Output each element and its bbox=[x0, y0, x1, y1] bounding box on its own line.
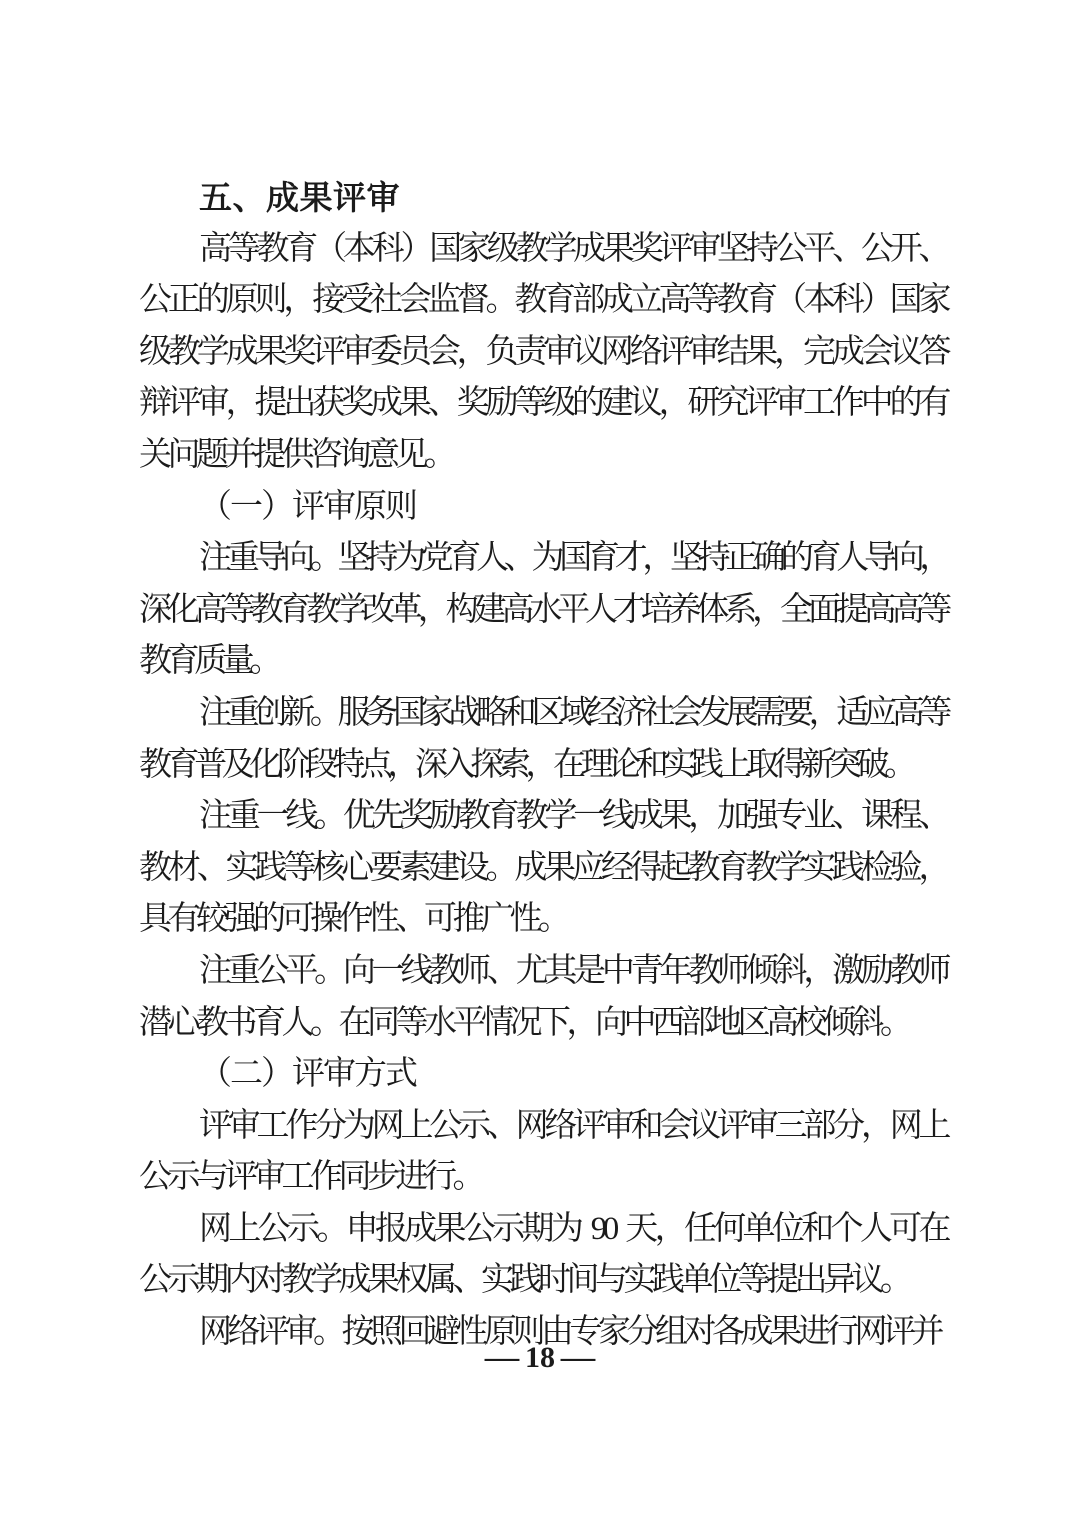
footer-dash-right: — bbox=[560, 1341, 596, 1374]
paragraph-online-review: 网络评审。按照回避性原则由专家分组对各成果进行网评并 bbox=[199, 1314, 940, 1351]
paragraph-frontline: 注重一线。优先奖励教育教学一线成果，加强专业、课程、教材、实践等核心要素建设。成果应经得起教育教学实践检验，具有较强的可操作性、可推广性。 bbox=[139, 798, 947, 938]
paragraph-fairness: 注重公平。向一线教师、尤其是中青年教师倾斜，激励教师潜心教书育人。在同等水平情况下，向中西部地区高校倾斜。 bbox=[139, 952, 947, 1041]
document-body bbox=[139, 172, 947, 1359]
paragraph-orientation: 注重导向。坚持为党育人、为国育才，坚持正确的育人导向，深化高等教育教学改革，构建高水平人才培养体系，全面提高高等教育质量。 bbox=[139, 540, 947, 680]
footer-dash-left: — bbox=[484, 1341, 520, 1374]
paragraph-online-publicity: 网上公示。申报成果公示期为 90 天，任何单位和个人可在公示期内对教学成果权属、实践时间与实践单位等提出异议。 bbox=[139, 1210, 947, 1299]
subsection-heading-review-principles: （一）评审原则 bbox=[199, 488, 416, 525]
page-number: 18 bbox=[525, 1341, 555, 1374]
paragraph-innovation: 注重创新。服务国家战略和区域经济社会发展需要，适应高等教育普及化阶段特点，深入探索，在理论和实践上取得新突破。 bbox=[139, 694, 947, 783]
page-footer bbox=[0, 1336, 1080, 1380]
paragraph-review-process: 评审工作分为网上公示、网络评审和会议评审三部分，网上公示与评审工作同步进行。 bbox=[139, 1107, 947, 1196]
section-heading: 五、成果评审 bbox=[199, 179, 400, 216]
subsection-heading-review-methods: （二）评审方式 bbox=[199, 1056, 416, 1093]
paragraph-review-overview: 高等教育（本科）国家级教学成果奖评审坚持公平、公开、公正的原则，接受社会监督。教育部成立高等教育（本科）国家级教学成果奖评审委员会，负责审议网络评审结果，完成会议答辩评审，提出获奖成果、奖励等级的建议，研究评审工作中的有关问题并提供咨询意见。 bbox=[139, 230, 947, 473]
